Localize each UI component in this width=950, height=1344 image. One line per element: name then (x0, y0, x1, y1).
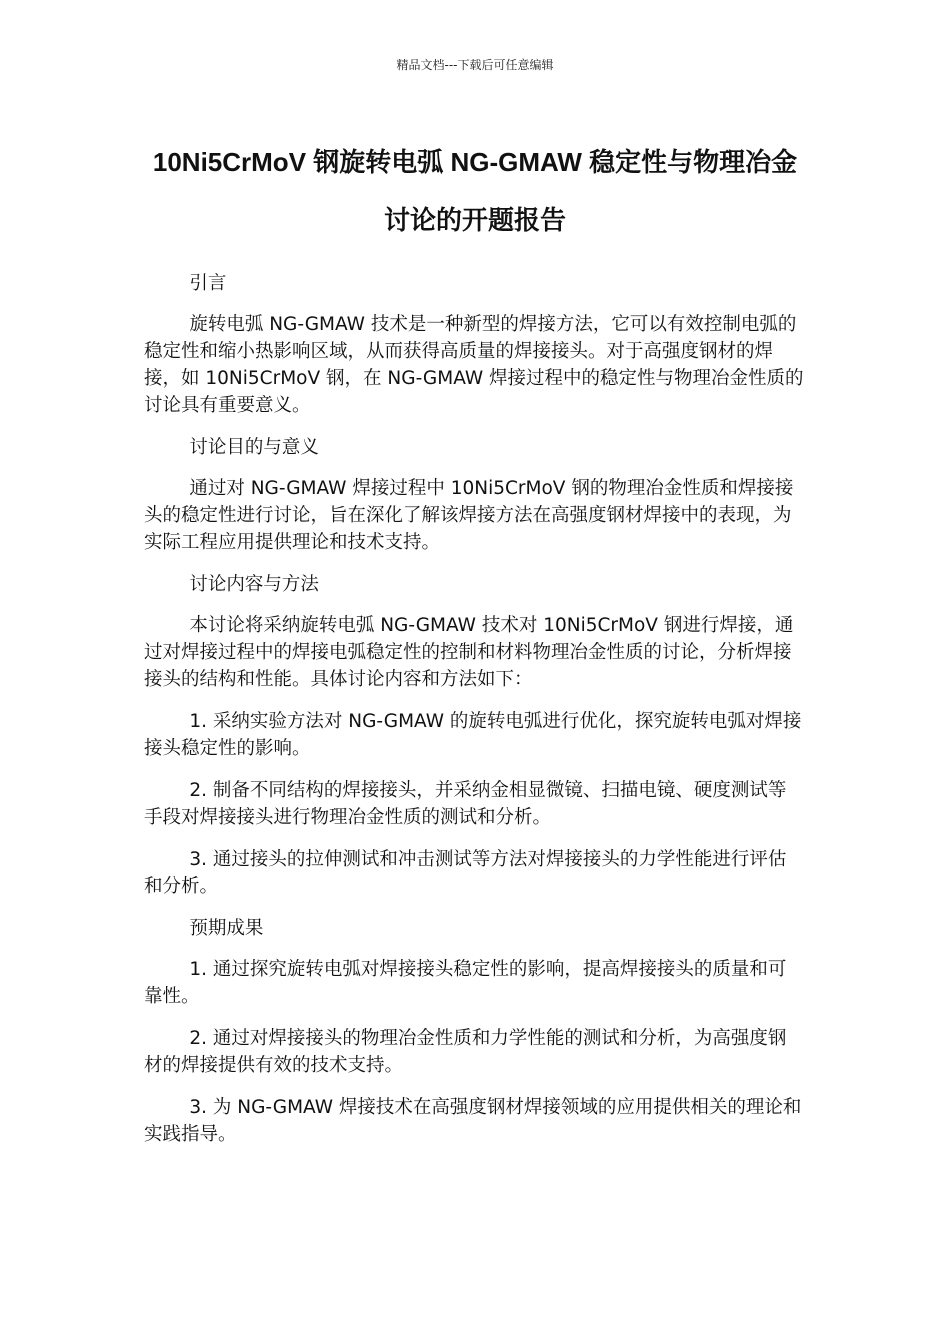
section-heading-introduction: 引言 (189, 273, 227, 294)
list-item-method-3: 3. 通过接头的拉伸测试和冲击测试等方法对焊接接头的力学性能进行评估和分析。 (144, 849, 787, 897)
document-body (144, 270, 804, 1163)
list-item-results-2: 2. 通过对焊接接头的物理冶金性质和力学性能的测试和分析，为高强度钢材的焊接提供有效的技术支持。 (144, 1028, 787, 1076)
paragraph-introduction: 旋转电弧 NG-GMAW 技术是一种新型的焊接方法，它可以有效控制电弧的稳定性和缩小热影响区域，从而获得高质量的焊接接头。对于高强度钢材的焊接，如 10Ni5CrMoV 钢，在 NG-GMAW 焊接过程中的稳定性与物理冶金性质的讨论具有重要意义。 (144, 314, 804, 416)
list-item-method-2: 2. 制备不同结构的焊接接头，并采纳金相显微镜、扫描电镜、硬度测试等手段对焊接接头进行物理冶金性质的测试和分析。 (144, 780, 787, 828)
section-heading-results: 预期成果 (189, 918, 264, 939)
list-item-results-1: 1. 通过探究旋转电弧对焊接接头稳定性的影响，提高焊接接头的质量和可靠性。 (144, 959, 787, 1007)
document-title: 10Ni5CrMoV 钢旋转电弧 NG-GMAW 稳定性与物理冶金讨论的开题报告 (152, 147, 798, 235)
section-heading-method: 讨论内容与方法 (189, 574, 319, 595)
list-item-method-1: 1. 采纳实验方法对 NG-GMAW 的旋转电弧进行优化，探究旋转电弧对焊接接头稳定性的影响。 (144, 711, 802, 759)
paragraph-purpose: 通过对 NG-GMAW 焊接过程中 10Ni5CrMoV 钢的物理冶金性质和焊接接头的稳定性进行讨论，旨在深化了解该焊接方法在高强度钢材焊接中的表现，为实际工程应用提供理论和技术支持。 (144, 478, 794, 553)
page-header: 精品文档---下载后可任意编辑 (396, 58, 554, 72)
list-item-results-3: 3. 为 NG-GMAW 焊接技术在高强度钢材焊接领域的应用提供相关的理论和实践指导。 (144, 1097, 802, 1145)
paragraph-method: 本讨论将采纳旋转电弧 NG-GMAW 技术对 10Ni5CrMoV 钢进行焊接，通过对焊接过程中的焊接电弧稳定性的控制和材料物理冶金性质的讨论，分析焊接接头的结构和性能。具体讨论内容和方法如下： (144, 615, 794, 690)
section-heading-purpose: 讨论目的与意义 (189, 437, 319, 458)
